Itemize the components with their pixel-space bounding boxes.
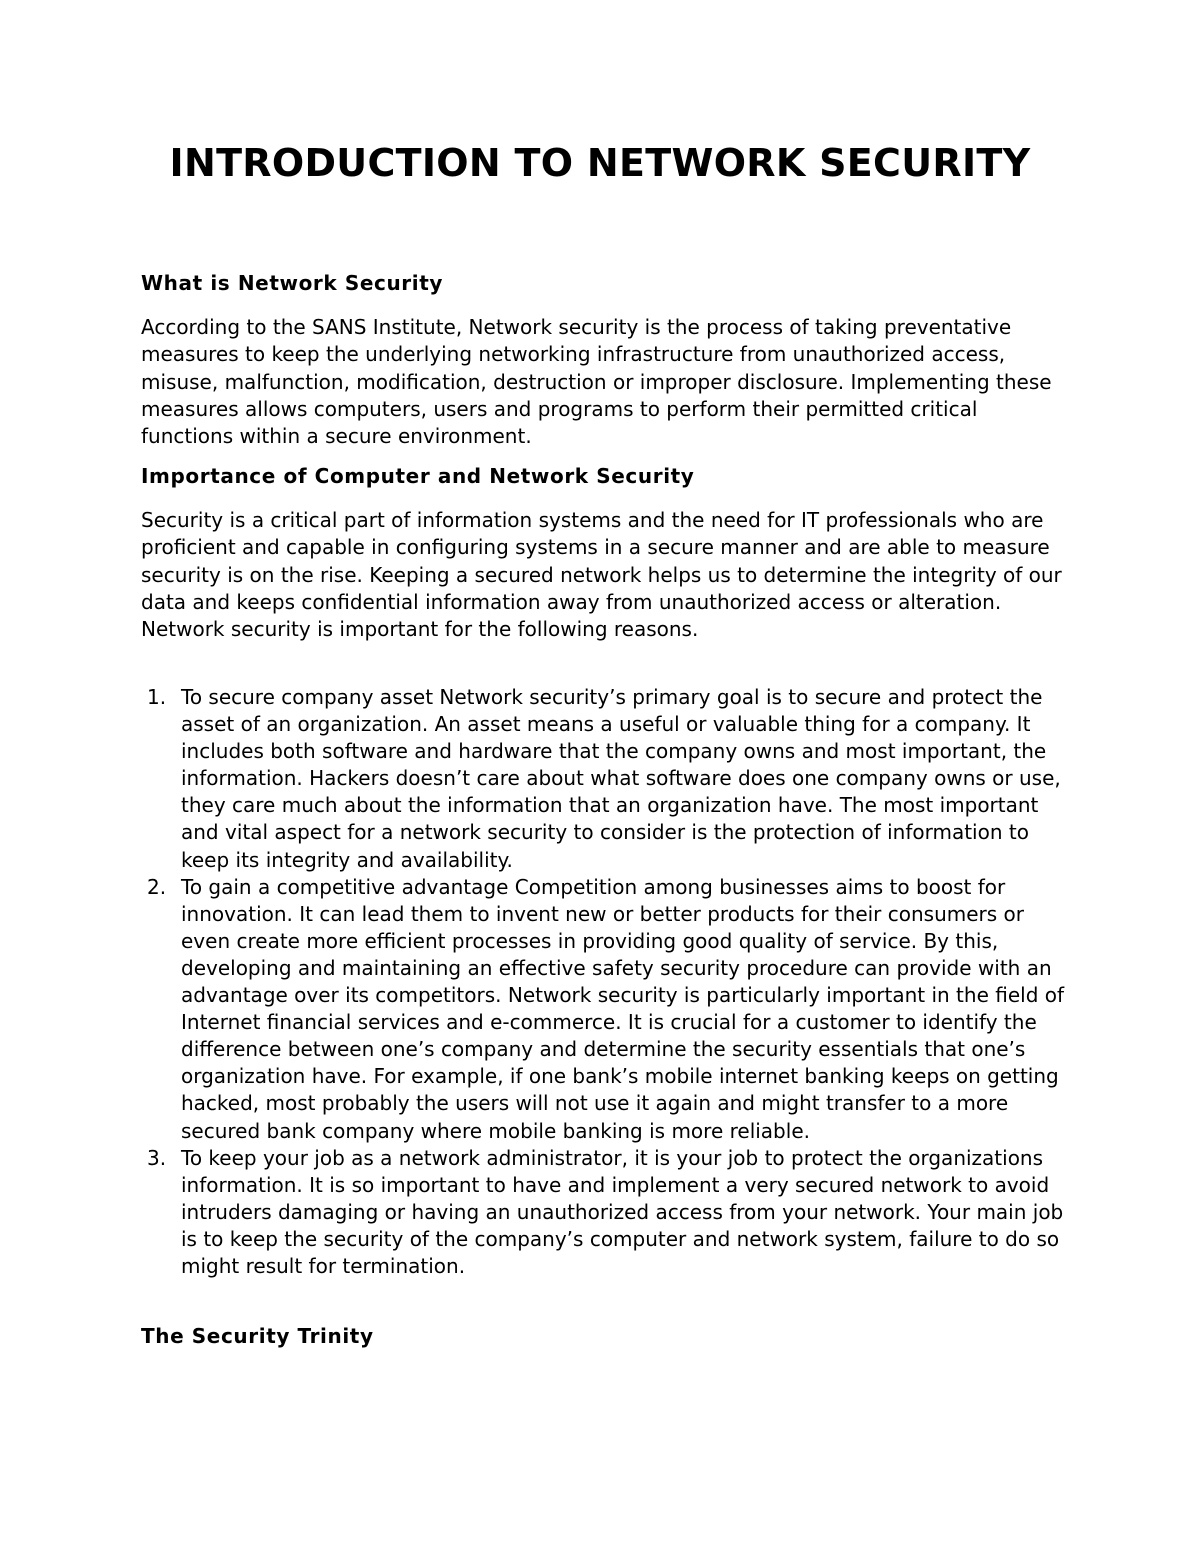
section-paragraph: Security is a critical part of information systems and the need for IT professionals who are proficient and capable in configuring systems in a secure manner and are able to measure security is on the rise. Keeping a secured network helps us to determine the integrity of our data and keeps confidential information away from unauthorized access or alteration. Network security is important for the following reasons. xyxy=(141,508,1062,642)
section-heading: Importance of Computer and Network Security xyxy=(141,464,695,488)
section-what-is xyxy=(141,270,1071,450)
reasons-list xyxy=(141,684,1071,1280)
list-item-text: To secure company asset Network security’s primary goal is to secure and protect the asset of an organization. An asset means a useful or valuable thing for a company. It includes both software and hardware that the company owns and most important, the information. Hackers doesn’t care about what software does one company owns or use, they care much about the information that an organization have. The most important and vital aspect for a network security to consider is the protection of information to keep its integrity and availability. xyxy=(181,685,1061,872)
list-number: 2. xyxy=(147,874,167,899)
list-item xyxy=(141,1145,1071,1280)
section-paragraph: According to the SANS Institute, Network security is the process of taking preventative measures to keep the underlying networking infrastructure from unauthorized access, misuse, malfunction, modification, destruction or improper disclosure. Implementing these measures allows computers, users and programs to perform their permitted critical functions within a secure environment. xyxy=(141,315,1052,449)
list-item xyxy=(141,684,1071,874)
list-number: 3. xyxy=(147,1145,167,1170)
section-heading: What is Network Security xyxy=(141,271,444,295)
document-title: INTRODUCTION TO NETWORK SECURITY xyxy=(169,141,1031,185)
section-importance xyxy=(141,463,1071,643)
list-number: 1. xyxy=(147,685,167,709)
section-security-trinity xyxy=(141,1323,1071,1350)
list-item-text: To keep your job as a network administrator, it is your job to protect the organizations information. It is so important to have and implement a very secured network to avoid intruders damaging or having an unauthorized access from your network. Your main job is to keep the security of the company’s computer and network system, failure to do so might result for termination. xyxy=(181,1145,1064,1278)
list-item-text: To gain a competitive advantage Competition among businesses aims to boost for innovation. It can lead them to invent new or better products for their consumers or even create more efficient processes in providing good quality of service. By this, developing and maintaining an effective safety security procedure can provide with an advantage over its competitors. Network security is particularly important in the field of Internet financial services and e-commerce. It is crucial for a customer to identify the difference between one’s company and determine the security essentials that one’s organization have. For example, if one bank’s mobile internet banking keeps on getting hacked, most probably the users will not use it again and might transfer to a more secured bank company where mobile banking is more reliable. xyxy=(181,874,1065,1143)
list-item xyxy=(141,874,1071,1145)
section-heading: The Security Trinity xyxy=(141,1324,374,1348)
